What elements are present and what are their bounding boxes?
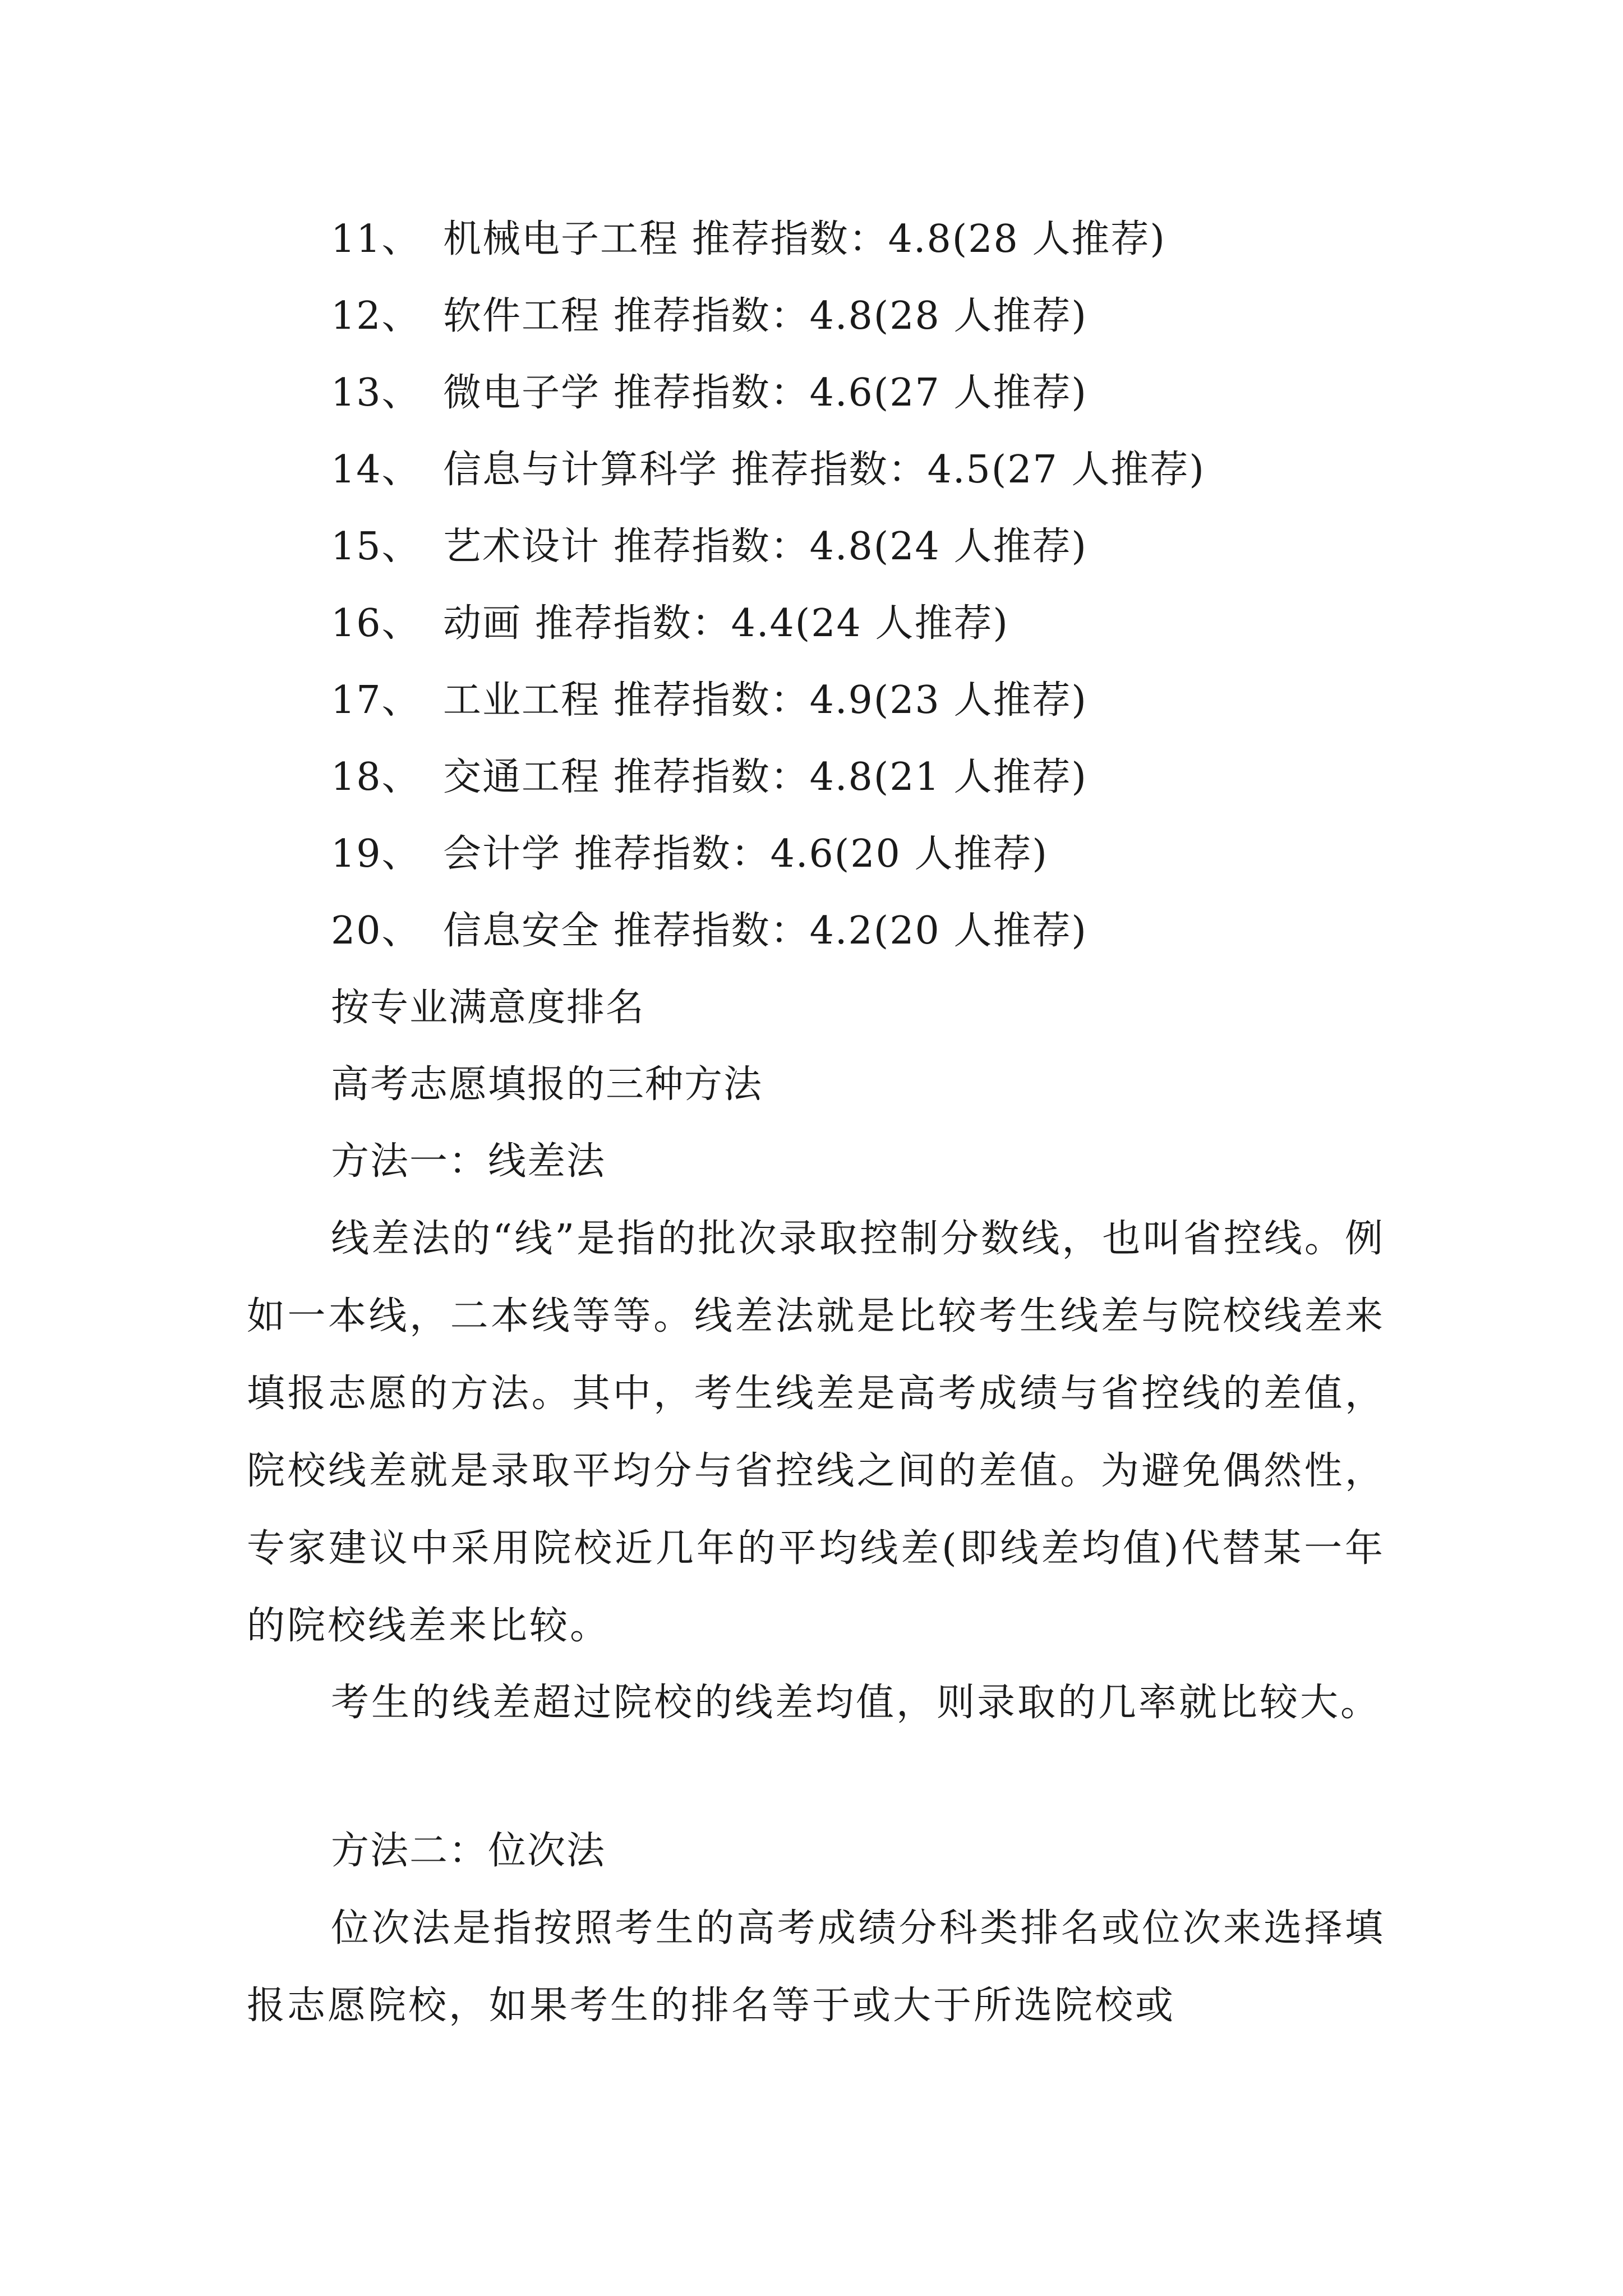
heading-three-methods: 高考志愿填报的三种方法 [331,1062,763,1107]
ranking-text: 信息与计算科学 推荐指数：4.5(27 人推荐) [443,448,1205,492]
ranking-number: 17、 [331,678,421,723]
paragraph-rank-method: 位次法是指按照考生的高考成绩分科类排名或位次来选择填报志愿院校，如果考生的排名等于或大于所选院校或 [247,1906,1385,2028]
ranking-item [331,371,1087,415]
ranking-item [331,909,1087,953]
ranking-text: 交通工程 推荐指数：4.8(21 人推荐) [443,755,1087,799]
ranking-text: 软件工程 推荐指数：4.8(28 人推荐) [443,294,1087,338]
ranking-text: 会计学 推荐指数：4.6(20 人推荐) [443,832,1048,876]
ranking-item [331,217,1166,261]
ranking-number: 11、 [331,217,421,261]
ranking-text: 信息安全 推荐指数：4.2(20 人推荐) [443,909,1087,953]
ranking-text: 微电子学 推荐指数：4.6(27 人推荐) [443,371,1087,415]
paragraph-line-diff-definition: 线差法的“线”是指的批次录取控制分数线，也叫省控线。例如一本线，二本线等等。线差法就是比较考生线差与院校线差来填报志愿的方法。其中，考生线差是高考成绩与省控线的差值，院校线差就是录取平均分与省控线之间的差值。为避免偶然性，专家建议中采用院校近几年的平均线差(即线差均值)代替某一年的院校线差来比较。 [247,1217,1385,1648]
ranking-text: 机械电子工程 推荐指数：4.8(28 人推荐) [443,217,1166,261]
ranking-item [331,448,1205,492]
ranking-item [331,601,1009,646]
ranking-number: 18、 [331,755,421,799]
ranking-number: 13、 [331,371,421,415]
ranking-text: 工业工程 推荐指数：4.9(23 人推荐) [443,678,1087,723]
ranking-item [331,832,1048,876]
ranking-item [331,678,1087,723]
heading-method-one: 方法一：线差法 [331,1139,606,1184]
ranking-number: 14、 [331,448,421,492]
ranking-item [331,755,1087,799]
ranking-number: 20、 [331,909,421,953]
ranking-item [331,294,1087,338]
ranking-item [331,524,1087,569]
heading-satisfaction-ranking: 按专业满意度排名 [331,986,645,1030]
heading-method-two: 方法二：位次法 [331,1829,606,1873]
ranking-number: 12、 [331,294,421,338]
ranking-text: 动画 推荐指数：4.4(24 人推荐) [443,601,1009,646]
ranking-text: 艺术设计 推荐指数：4.8(24 人推荐) [443,524,1087,569]
ranking-number: 16、 [331,601,421,646]
ranking-number: 15、 [331,524,421,569]
ranking-number: 19、 [331,832,421,876]
paragraph-line-diff-conclusion: 考生的线差超过院校的线差均值，则录取的几率就比较大。 [331,1681,1381,1725]
